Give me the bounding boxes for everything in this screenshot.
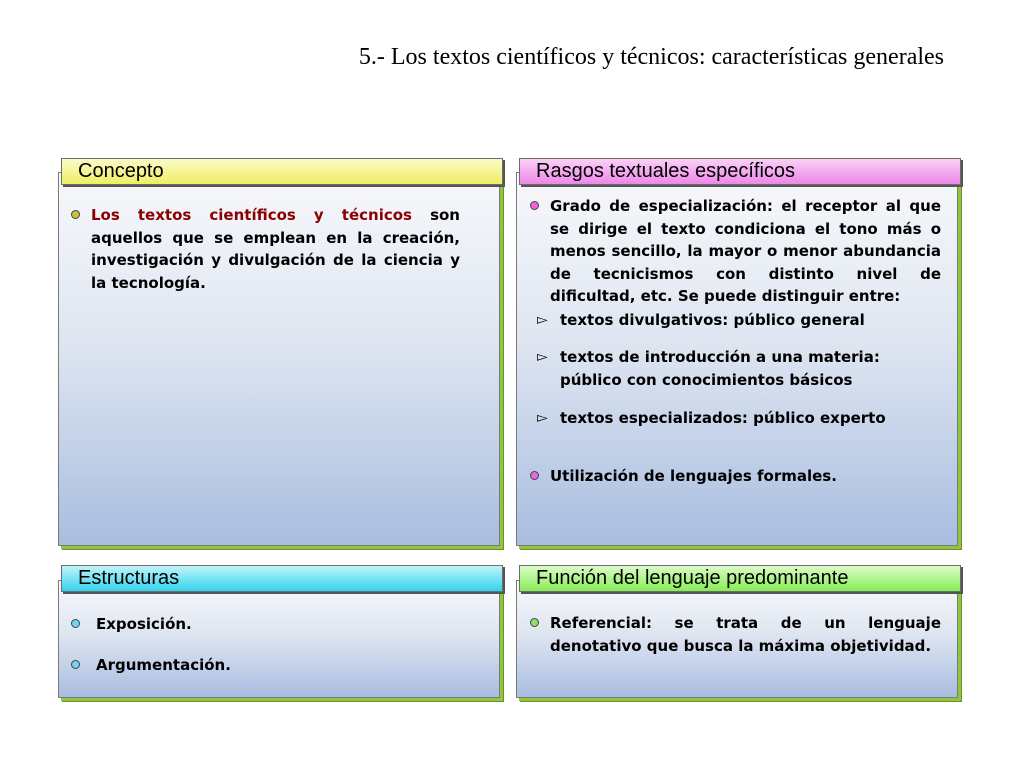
estructuras-item-2 xyxy=(68,654,468,677)
estructuras-header: Estructuras xyxy=(61,565,503,592)
grado-text: Grado de especialización: el receptor al que se dirige el texto condiciona el tono más o menos sencillo, la mayor o menor abundancia de tecnicismos con distinto nivel de dificultad, etc. Se puede distinguir entre: xyxy=(550,197,941,305)
concepto-header: Concepto xyxy=(61,158,503,185)
rasgos-subitem-2 xyxy=(527,346,941,391)
concepto-item xyxy=(68,204,460,294)
bullet-icon xyxy=(530,471,539,480)
bullet-icon xyxy=(530,618,539,627)
triangle-bullet-icon: ▻ xyxy=(537,311,548,328)
concepto-text: son aquellos que se emplean en la creación, investigación y divulgación de la ciencia y la tecnología. xyxy=(91,206,460,292)
estructuras-content xyxy=(68,613,468,676)
bullet-icon xyxy=(530,201,539,210)
exposicion-text: Exposición. xyxy=(96,615,192,633)
sub1-text: textos divulgativos: público general xyxy=(560,310,865,329)
rasgos-header: Rasgos textuales específicos xyxy=(519,158,961,185)
concepto-term: Los textos científicos y técnicos xyxy=(91,206,412,224)
bullet-icon xyxy=(71,619,80,628)
lenguajes-text: Utilización de lenguajes formales. xyxy=(550,466,837,485)
triangle-bullet-icon: ▻ xyxy=(537,410,548,426)
estructuras-item-1 xyxy=(68,613,468,636)
rasgos-content xyxy=(527,195,941,487)
slide-title: 5.- Los textos científicos y técnicos: características generales xyxy=(358,44,944,70)
bullet-icon xyxy=(71,210,80,219)
argumentacion-text: Argumentación. xyxy=(96,655,231,674)
funcion-header: Función del lenguaje predominante xyxy=(519,565,961,592)
rasgos-subitem-3 xyxy=(527,407,941,430)
rasgos-subitem-1 xyxy=(527,309,941,332)
sub2-text: textos de introducción a una materia: público con conocimientos básicos xyxy=(560,348,880,389)
triangle-bullet-icon: ▻ xyxy=(537,349,548,365)
rasgos-item-grado xyxy=(527,195,941,308)
concepto-content xyxy=(68,204,460,294)
bullet-icon xyxy=(71,660,80,669)
funcion-text: Referencial: se trata de un lenguaje denotativo que busca la máxima objetividad. xyxy=(550,614,941,655)
sub3-text: textos especializados: público experto xyxy=(560,409,886,427)
funcion-content xyxy=(527,612,941,657)
funcion-item xyxy=(527,612,941,657)
rasgos-item-lenguajes xyxy=(527,465,941,488)
